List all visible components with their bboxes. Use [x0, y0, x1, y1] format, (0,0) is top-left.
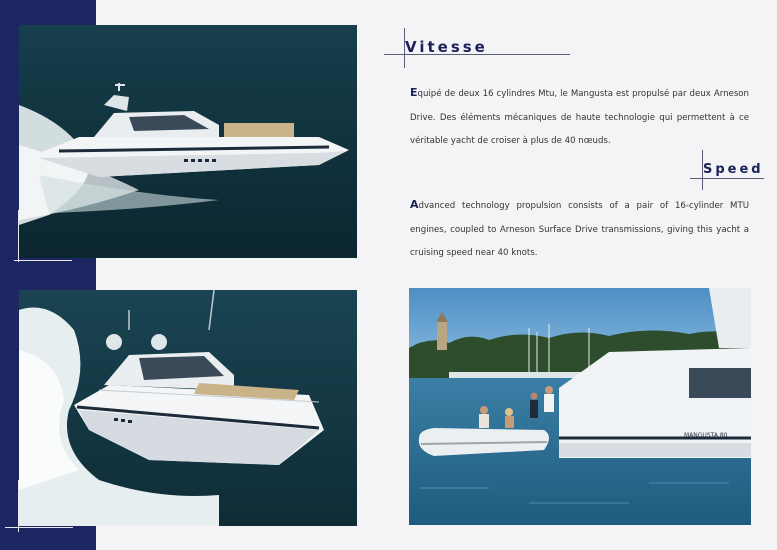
heading-vitesse: Vitesse [405, 38, 488, 56]
heading-speed: Speed [703, 162, 764, 177]
paragraph-speed-text: dvanced technology propulsion consists of a pair of 16-cylinder MTU engines, coupled to Arneson Surface Drive transmissions, giving this yacht a cruising speed near 40 knots. [410, 201, 749, 258]
crop-mark [18, 210, 19, 262]
dropcap-speed: A [410, 198, 419, 211]
dropcap-vitesse: E [410, 86, 418, 99]
hull-name-text: MANGUSTA 80 [684, 432, 728, 439]
photo-yacht-turning [19, 290, 357, 526]
crop-mark [5, 527, 73, 528]
crop-mark [14, 260, 72, 261]
crop-mark [18, 480, 19, 532]
paragraph-vitesse [410, 81, 749, 154]
photo-tender-stern [409, 288, 751, 525]
paragraph-speed [410, 193, 749, 266]
photo-yacht-cruising [19, 25, 357, 258]
paragraph-vitesse-text: quipé de deux 16 cylindres Mtu, le Mangusta est propulsé par deux Arneson Drive. Des éléments mécaniques de haute technologie qui permettent à ce véritable yacht de croiser à plus de 40 nœuds. [410, 89, 749, 146]
